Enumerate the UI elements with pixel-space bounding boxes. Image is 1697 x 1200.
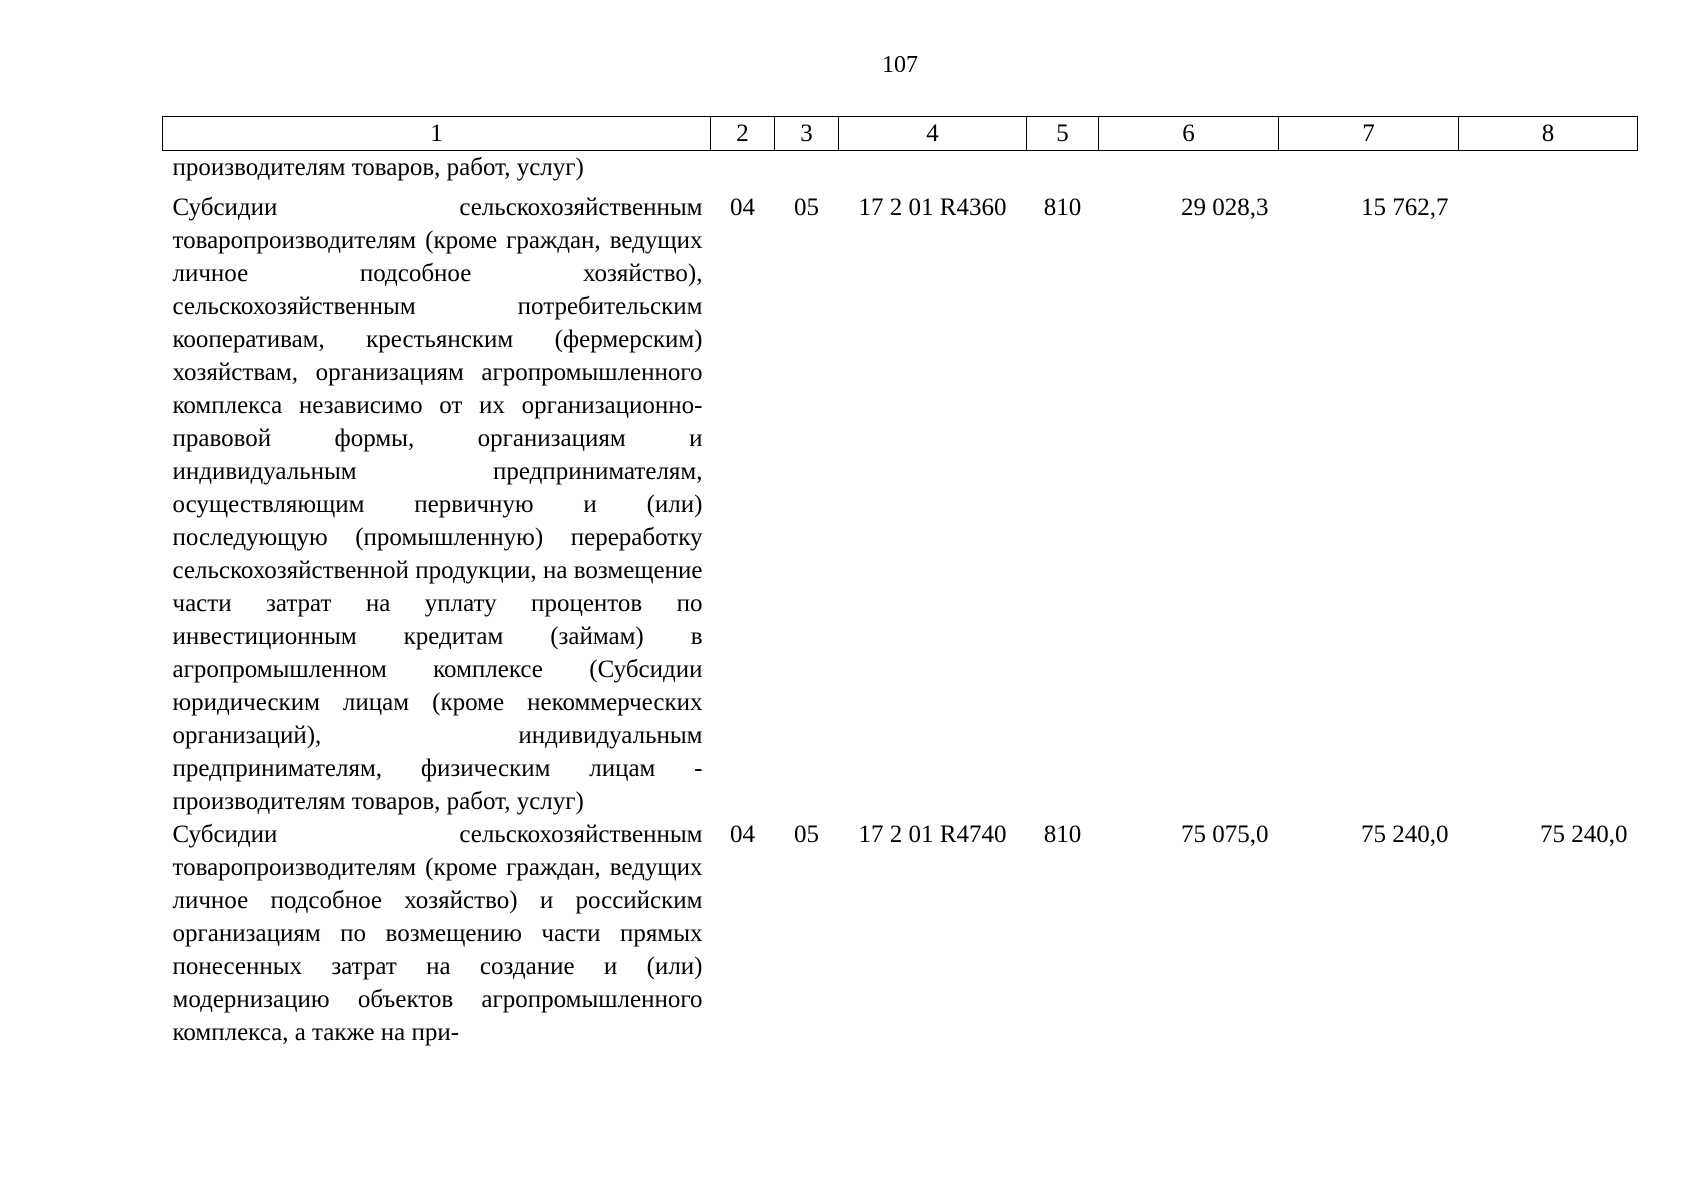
- expense-type-code: [1027, 151, 1099, 188]
- column-header-6: 6: [1099, 117, 1279, 151]
- amount-col6: 75 075,0: [1181, 821, 1269, 848]
- target-article-code: [839, 151, 1027, 188]
- table-row: [163, 818, 1638, 1049]
- row-description: Субсидии сельскохозяйственным товаропроизводителям (кроме граждан, ведущих личное подсобное хозяйство), сельскохозяйственным потребительским кооперативам, крестьянским (фермерским) хозяйствам, организациям агропромышленного комплекса независимо от их организационно-правовой формы, организациям и индивидуальным предпринимателям, осуществляющим первичную и (или) последующую (промышленную) переработку сельскохозяйственной продукции, на возмещение части затрат на уплату процентов по инвестиционным кредитам (займам) в агропромышленном комплексе (Субсидии юридическим лицам (кроме некоммерческих организаций), индивидуальным предпринимателям, физическим лицам - производителям товаров, работ, услуг): [172, 194, 703, 815]
- section-code: [711, 151, 775, 188]
- column-header-1: 1: [163, 117, 711, 151]
- target-article-code: 17 2 01 R4740: [858, 821, 1007, 848]
- section-code: 04: [730, 194, 755, 221]
- column-header-5: 5: [1027, 117, 1099, 151]
- amount-col7: 75 240,0: [1361, 821, 1449, 848]
- row-description: производителям товаров, работ, услуг): [172, 154, 584, 181]
- amount-col6: [1099, 151, 1279, 188]
- column-header-3: 3: [775, 117, 839, 151]
- column-header-2: 2: [711, 117, 775, 151]
- expense-type-code: 810: [1043, 821, 1082, 848]
- amount-col6: 29 028,3: [1181, 194, 1269, 221]
- column-header-4: 4: [839, 117, 1027, 151]
- table-row: [163, 151, 1638, 188]
- target-article-code: 17 2 01 R4360: [858, 194, 1007, 221]
- amount-col7: [1279, 151, 1459, 188]
- amount-col8: [1459, 187, 1638, 818]
- amount-col7: 15 762,7: [1361, 194, 1449, 221]
- amount-col8: [1459, 151, 1638, 188]
- expense-type-code: 810: [1043, 194, 1082, 221]
- section-code: 04: [730, 821, 755, 848]
- subsection-code: 05: [794, 194, 819, 221]
- subsection-code: [775, 151, 839, 188]
- table-row: [163, 187, 1638, 818]
- budget-table: [162, 116, 1638, 1049]
- column-number-row: [163, 117, 1638, 151]
- page-number: 107: [882, 52, 918, 78]
- subsection-code: 05: [794, 821, 819, 848]
- column-header-7: 7: [1279, 117, 1459, 151]
- row-description: Субсидии сельскохозяйственным товаропроизводителям (кроме граждан, ведущих личное подсобное хозяйство) и российским организациям по возмещению части прямых понесенных затрат на создание и (или) модернизацию объектов агропромышленного комплекса, а также на при-: [172, 821, 703, 1046]
- amount-col8: 75 240,0: [1540, 821, 1628, 848]
- column-header-8: 8: [1459, 117, 1638, 151]
